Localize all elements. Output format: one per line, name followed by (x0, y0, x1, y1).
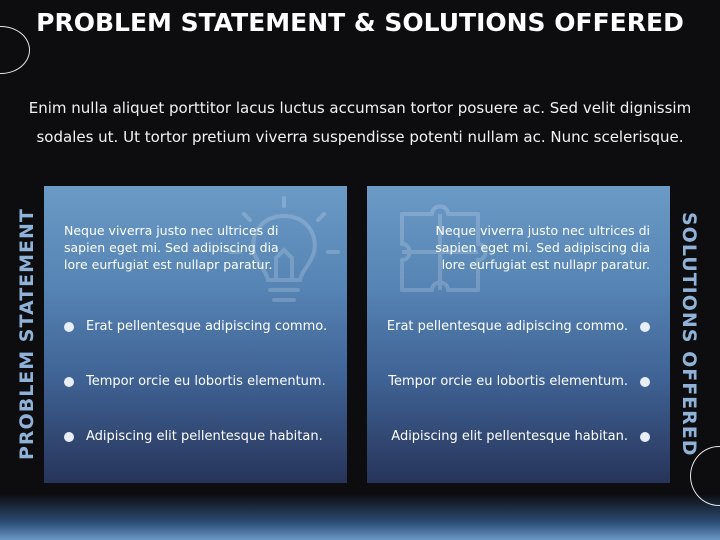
intro-text: Enim nulla aliquet porttitor lacus luctus accumsan tortor posuere ac. Sed velit dignissim sodales ut. Ut tortor pretium viverra suspendisse potenti nullam ac. Nunc scelerisque. (28, 99, 692, 146)
problem-side-label: PROBLEM STATEMENT (16, 208, 38, 461)
bottom-glow (0, 494, 720, 540)
solutions-panel (367, 186, 670, 483)
solutions-side-label: SOLUTIONS OFFERED (678, 212, 700, 457)
bullet-text: Erat pellentesque adipiscing commo. (86, 319, 328, 334)
bullet-text: Tempor orcie eu lobortis elementum. (388, 374, 628, 389)
problem-text: Neque viverra justo nec ultrices di sapien eget mi. Sed adipiscing dia lore eurfugiat est nullapr paratur. (64, 223, 279, 272)
bullet-dot (640, 322, 650, 332)
solutions-text: Neque viverra justo nec ultrices di sapien eget mi. Sed adipiscing dia lore eurfugiat est nullapr paratur. (435, 223, 650, 272)
list-item (391, 427, 650, 447)
bullet-dot (64, 322, 74, 332)
bullet-dot (64, 432, 74, 442)
bullet-text: Adipiscing elit pellentesque habitan. (391, 429, 628, 444)
bullet-dot (640, 377, 650, 387)
slide-title: PROBLEM STATEMENT & SOLUTIONS OFFERED (36, 8, 684, 37)
bullet-dot (640, 432, 650, 442)
bullet-text: Tempor orcie eu lobortis elementum. (86, 374, 326, 389)
list-item (388, 372, 650, 392)
bullet-text: Adipiscing elit pellentesque habitan. (86, 429, 323, 444)
problem-panel (44, 186, 347, 483)
list-item (64, 427, 323, 447)
list-item (64, 317, 327, 337)
list-item (387, 317, 650, 337)
bullet-text: Erat pellentesque adipiscing commo. (386, 319, 628, 334)
bullet-dot (64, 377, 74, 387)
list-item (64, 372, 326, 392)
